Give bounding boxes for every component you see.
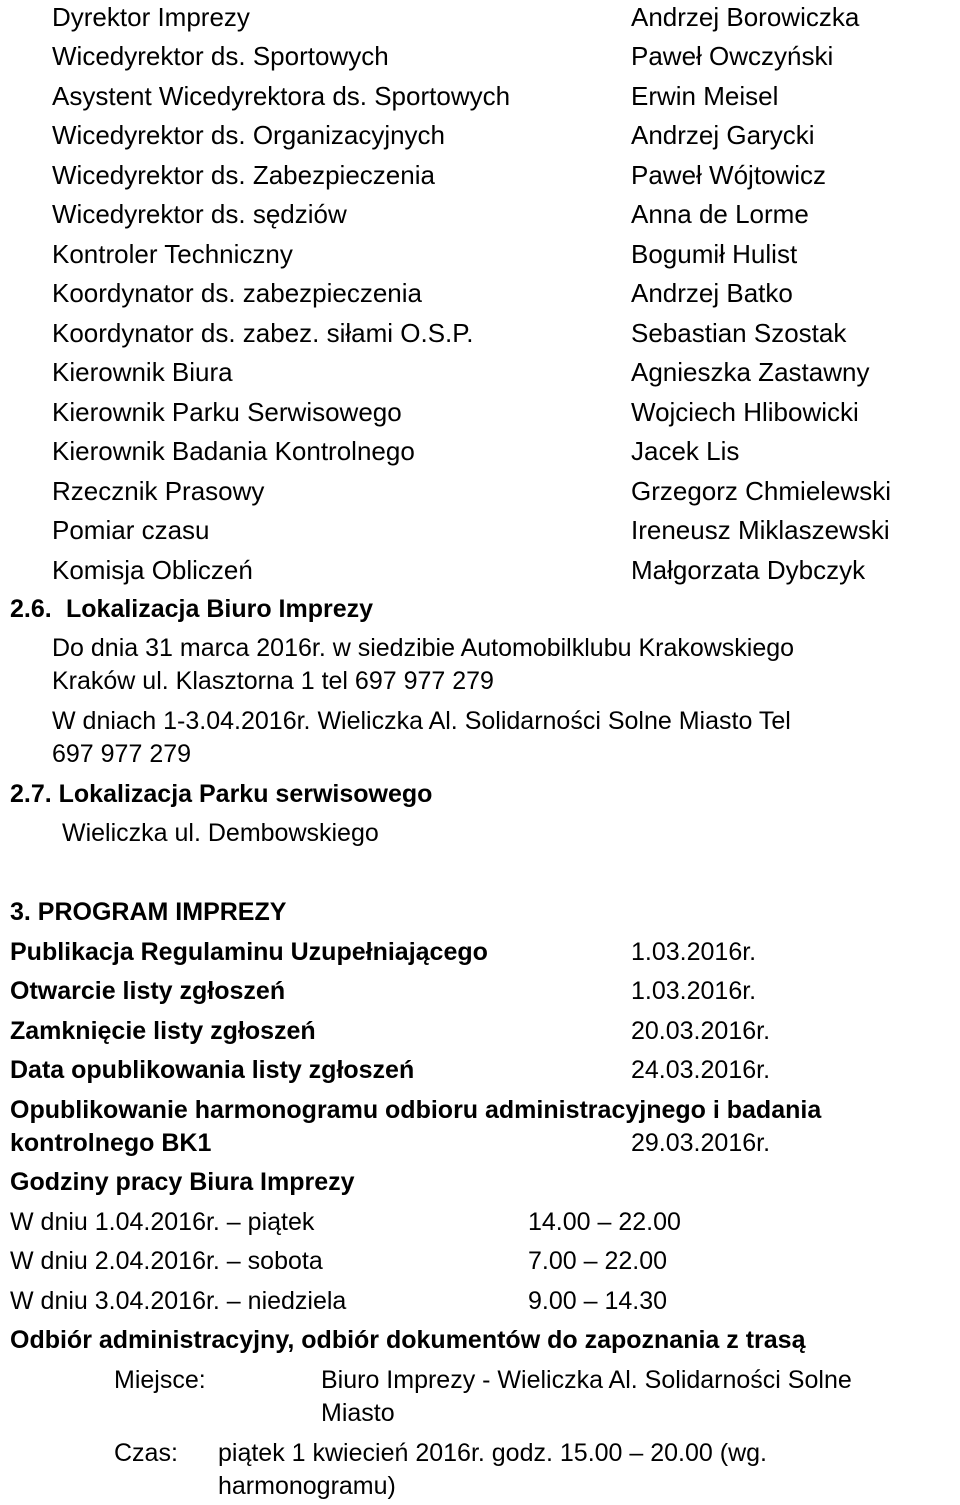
official-role: Koordynator ds. zabez. siłami O.S.P. (52, 318, 474, 348)
time-value: harmonogramu) (218, 1472, 396, 1500)
office-hours-day: W dniu 1.04.2016r. – piątek (10, 1208, 315, 1236)
official-role: Wicedyrektor ds. sędziów (52, 199, 347, 229)
official-name: Andrzej Garycki (631, 120, 815, 150)
office-hours-heading: Godziny pracy Biura Imprezy (10, 1168, 355, 1196)
official-name: Andrzej Borowiczka (631, 2, 860, 32)
office-hours-time: 14.00 – 22.00 (528, 1208, 681, 1236)
official-role: Wicedyrektor ds. Sportowych (52, 41, 389, 71)
section-heading: 2.7. Lokalizacja Parku serwisowego (10, 780, 433, 808)
official-name: Ireneusz Miklaszewski (631, 515, 890, 545)
time-label: Czas: (114, 1439, 178, 1467)
office-hours-day: W dniu 2.04.2016r. – sobota (10, 1247, 323, 1275)
office-location-line: W dniach 1-3.04.2016r. Wieliczka Al. Solidarności Solne Miasto Tel (52, 707, 791, 735)
harmonogram-label: Opublikowanie harmonogramu odbioru administracyjnego i badania (10, 1096, 822, 1124)
program-item-date: 20.03.2016r. (631, 1017, 771, 1045)
section-heading: 3. PROGRAM IMPREZY (10, 898, 287, 926)
official-name: Sebastian Szostak (631, 318, 847, 348)
place-label: Miejsce: (114, 1366, 206, 1394)
official-role: Wicedyrektor ds. Zabezpieczenia (52, 160, 435, 190)
official-role: Komisja Obliczeń (52, 555, 253, 585)
program-item-label: Zamknięcie listy zgłoszeń (10, 1017, 316, 1045)
office-location-line: 697 977 279 (52, 740, 192, 768)
office-hours-time: 9.00 – 14.30 (528, 1287, 668, 1315)
office-location-line: Do dnia 31 marca 2016r. w siedzibie Automobilklubu Krakowskiego (52, 634, 795, 662)
program-item-label: Otwarcie listy zgłoszeń (10, 977, 286, 1005)
official-role: Kontroler Techniczny (52, 239, 293, 269)
official-role: Kierownik Parku Serwisowego (52, 397, 402, 427)
official-name: Erwin Meisel (631, 81, 779, 111)
official-role: Wicedyrektor ds. Organizacyjnych (52, 120, 446, 150)
official-name: Wojciech Hlibowicki (631, 397, 859, 427)
program-item-label: Publikacja Regulaminu Uzupełniającego (10, 938, 488, 966)
program-item-date: 24.03.2016r. (631, 1056, 771, 1084)
place-value: Miasto (321, 1399, 395, 1427)
official-name: Paweł Wójtowicz (631, 160, 827, 190)
official-role: Kierownik Biura (52, 357, 233, 387)
office-hours-day: W dniu 3.04.2016r. – niedziela (10, 1287, 347, 1315)
office-location-line: Kraków ul. Klasztorna 1 tel 697 977 279 (52, 667, 494, 695)
official-role: Dyrektor Imprezy (52, 2, 250, 32)
section-title: Lokalizacja Biuro Imprezy (66, 595, 374, 623)
official-role: Rzecznik Prasowy (52, 476, 265, 506)
office-hours-time: 7.00 – 22.00 (528, 1247, 668, 1275)
time-value: piątek 1 kwiecień 2016r. godz. 15.00 – 20.00 (wg. (218, 1439, 767, 1467)
official-name: Andrzej Batko (631, 278, 793, 308)
official-role: Koordynator ds. zabezpieczenia (52, 278, 423, 308)
harmonogram-label: kontrolnego BK1 (10, 1129, 212, 1157)
harmonogram-date: 29.03.2016r. (631, 1129, 771, 1157)
official-name: Jacek Lis (631, 436, 740, 466)
official-role: Kierownik Badania Kontrolnego (52, 436, 415, 466)
official-name: Grzegorz Chmielewski (631, 476, 892, 506)
section-number: 2.6. (10, 595, 52, 623)
program-item-date: 1.03.2016r. (631, 977, 757, 1005)
service-park-location: Wieliczka ul. Dembowskiego (62, 819, 379, 847)
program-item-date: 1.03.2016r. (631, 938, 757, 966)
official-name: Anna de Lorme (631, 199, 809, 229)
official-role: Pomiar czasu (52, 515, 210, 545)
official-name: Paweł Owczyński (631, 41, 834, 71)
admin-check-heading: Odbiór administracyjny, odbiór dokumentów do zapoznania z trasą (10, 1326, 806, 1354)
official-name: Agnieszka Zastawny (631, 357, 870, 387)
place-value: Biuro Imprezy - Wieliczka Al. Solidarności Solne (321, 1366, 852, 1394)
official-name: Małgorzata Dybczyk (631, 555, 866, 585)
official-name: Bogumił Hulist (631, 239, 798, 269)
program-item-label: Data opublikowania listy zgłoszeń (10, 1056, 415, 1084)
official-role: Asystent Wicedyrektora ds. Sportowych (52, 81, 511, 111)
